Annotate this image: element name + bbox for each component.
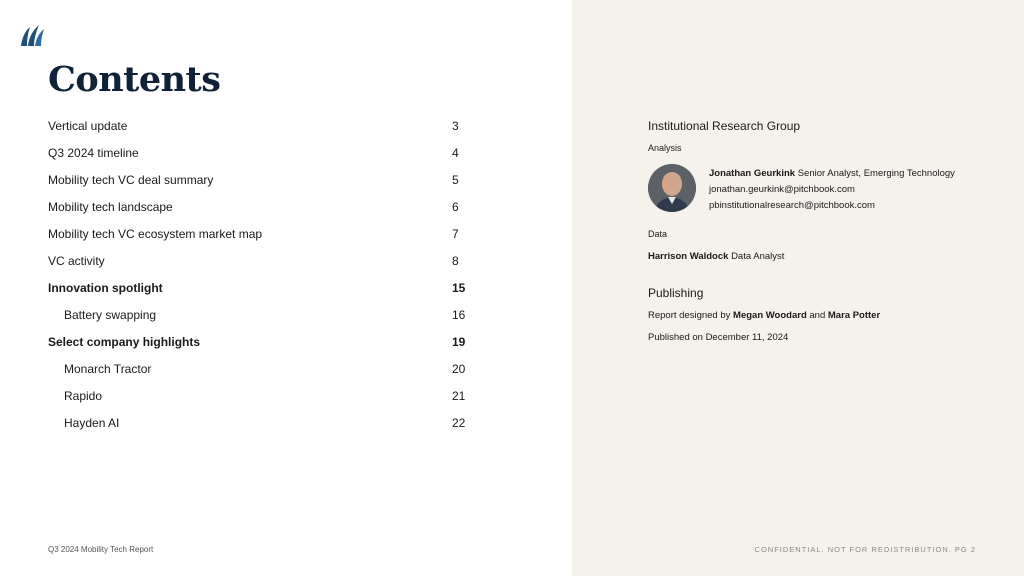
toc-item-page: 5 bbox=[452, 173, 459, 187]
toc-item-label: Rapido bbox=[64, 389, 103, 403]
toc-item[interactable] bbox=[48, 140, 478, 167]
analyst-avatar bbox=[648, 164, 696, 212]
publishing-title: Publishing bbox=[648, 286, 704, 300]
data-analyst-role: Data Analyst bbox=[731, 251, 785, 262]
toc-item-page: 22 bbox=[452, 416, 466, 430]
team-email[interactable]: pbinstitutionalresearch@pitchbook.com bbox=[709, 200, 875, 211]
toc-item-label: Innovation spotlight bbox=[48, 281, 163, 295]
designed-and: and bbox=[809, 310, 826, 321]
toc-item[interactable] bbox=[48, 329, 478, 356]
research-group-title: Institutional Research Group bbox=[648, 119, 801, 133]
data-analyst bbox=[648, 251, 784, 262]
pitchbook-logo-icon bbox=[19, 22, 45, 48]
toc-item[interactable] bbox=[48, 410, 478, 437]
toc-item[interactable] bbox=[48, 113, 478, 140]
toc-item-label: Q3 2024 timeline bbox=[48, 146, 139, 160]
toc-item-page: 19 bbox=[452, 335, 466, 349]
designer-2: Mara Potter bbox=[827, 310, 881, 321]
toc-item-page: 4 bbox=[452, 146, 459, 160]
data-label: Data bbox=[648, 229, 668, 239]
analyst-name: Jonathan Geurkink bbox=[709, 168, 796, 179]
published-date: Published on December 11, 2024 bbox=[648, 332, 789, 343]
analysis-label: Analysis bbox=[648, 143, 682, 153]
toc-item-page: 6 bbox=[452, 200, 459, 214]
toc-item-page: 21 bbox=[452, 389, 466, 403]
analyst-email[interactable]: jonathan.geurkink@pitchbook.com bbox=[709, 184, 855, 195]
page-title: Contents bbox=[48, 59, 221, 100]
designed-by bbox=[648, 310, 880, 321]
toc-item-page: 20 bbox=[452, 362, 466, 376]
analyst-role: Senior Analyst, Emerging Technology bbox=[797, 168, 955, 179]
toc-item-label: Monarch Tractor bbox=[64, 362, 152, 376]
toc-item-page: 7 bbox=[452, 227, 459, 241]
toc-item[interactable] bbox=[48, 221, 478, 248]
footer-confidential: CONFIDENTIAL. NOT FOR REDISTRIBUTION. PG 2 bbox=[754, 545, 976, 554]
toc-item-page: 16 bbox=[452, 308, 466, 322]
toc-item[interactable] bbox=[48, 302, 478, 329]
right-panel bbox=[572, 0, 1024, 576]
toc-item[interactable] bbox=[48, 275, 478, 302]
analyst-contact bbox=[709, 166, 955, 214]
toc-item[interactable] bbox=[48, 167, 478, 194]
toc-item-page: 8 bbox=[452, 254, 459, 268]
data-analyst-name: Harrison Waldock bbox=[648, 251, 729, 262]
toc-item-label: Select company highlights bbox=[48, 335, 201, 349]
toc-item[interactable] bbox=[48, 194, 478, 221]
footer-report-name: Q3 2024 Mobility Tech Report bbox=[48, 545, 154, 554]
toc-item[interactable] bbox=[48, 356, 478, 383]
toc-item-label: VC activity bbox=[48, 254, 105, 268]
toc-item[interactable] bbox=[48, 383, 478, 410]
table-of-contents bbox=[48, 113, 478, 437]
analyst-photo-icon bbox=[648, 164, 696, 212]
toc-item-page: 3 bbox=[452, 119, 459, 133]
designed-prefix: Report designed by bbox=[648, 310, 731, 321]
toc-item-page: 15 bbox=[452, 281, 466, 295]
toc-item-label: Mobility tech VC deal summary bbox=[48, 173, 214, 187]
toc-item-label: Mobility tech VC ecosystem market map bbox=[48, 227, 263, 241]
toc-item-label: Mobility tech landscape bbox=[48, 200, 173, 214]
toc-item[interactable] bbox=[48, 248, 478, 275]
toc-item-label: Vertical update bbox=[48, 119, 128, 133]
designer-1: Megan Woodard bbox=[733, 310, 807, 321]
toc-item-label: Hayden AI bbox=[64, 416, 120, 430]
toc-item-label: Battery swapping bbox=[64, 308, 157, 322]
